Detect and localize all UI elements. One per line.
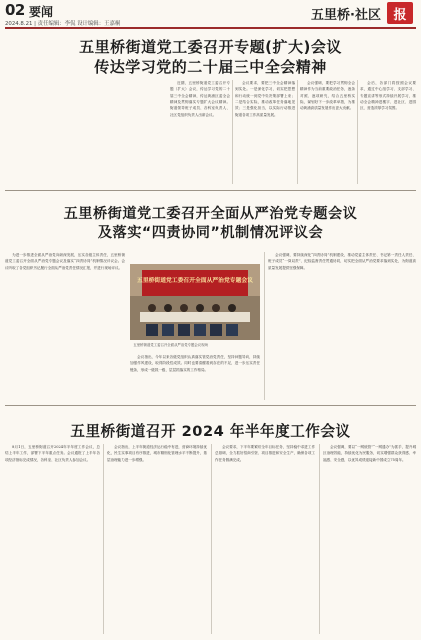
photo-banner-text: 五里桥街道党工委召开全面从严治党专题会议 bbox=[137, 278, 253, 284]
article3-column-2: 会议指出，上半年街道经济运行稳中有进，营商环境持续优化，民生实事项目有序推进，城市精细化管理水平不断提升，基层治理能力进一步增强。 bbox=[107, 445, 207, 462]
masthead bbox=[0, 0, 421, 30]
article3-column-1: 8月1日，五里桥街道召开2024年半年度工作会议，总结上半年工作，部署下半年重点任务。会议通报了上半年各项经济指标完成情况，各科室、社区负责人参加会议。 bbox=[5, 445, 100, 462]
article1-headline-line1: 五里桥街道党工委召开专题(扩大)会议 bbox=[79, 38, 342, 56]
article2-headline-line2: 及落实“四责协同”机制情况评议会 bbox=[97, 225, 324, 241]
publication-brand: 五里桥·社区 bbox=[311, 8, 381, 23]
article3-column-3: 会议要求，下半年要紧盯全年目标任务，坚持稳中求进工作总基调，全力抓好招商引资、项目推进和安全生产，确保各项工作任务圆满完成。 bbox=[215, 445, 315, 462]
article2-column-3: 会议强调，要持续深化“四责协同”机制建设，推动党委主体责任、书记第一责任人责任、班子成员“一岗双责”、纪检监督责任贯通协同，切实把全面从严治党要求落到实处，为街道高质量发展提供坚强保障。 bbox=[268, 253, 416, 270]
column-divider bbox=[319, 444, 320, 634]
column-divider bbox=[211, 444, 212, 634]
column-divider bbox=[297, 80, 298, 184]
article2-headline-line1: 五里桥街道党工委召开全面从严治党专题会议 bbox=[63, 206, 358, 222]
column-divider bbox=[103, 444, 104, 634]
page-number: 02 bbox=[5, 1, 25, 19]
section-name: 要闻 bbox=[29, 5, 54, 19]
photo-caption: 五里桥街道党工委召开全面从严治党专题会议现场 bbox=[133, 343, 208, 347]
meeting-photo bbox=[130, 264, 260, 340]
article1-column-4: 会后，各部门将按照会议要求，通过中心组学习、支部学习、专题宣讲等形式持续开展学习，推动全会精神进楼宇、进社区、进园区，营造浓厚学习氛围。 bbox=[360, 81, 416, 111]
column-divider bbox=[232, 80, 233, 184]
section-divider bbox=[5, 405, 416, 406]
column-divider bbox=[357, 80, 358, 184]
article3-headline: 五里桥街道召开 2024 年半年度工作会议 bbox=[70, 423, 351, 440]
article3-column-4: 会议强调，要以“一网统管”“一网通办”为抓手，提升城区治理效能，持续优化为民服务，切实增强群众获得感、幸福感、安全感，以优异成绩迎接新中国成立75周年。 bbox=[323, 445, 416, 462]
article1-column-2: 会议要求，要把三中全会精神落到实处。一是深化学习，切实把思想和行动统一到党中央决策部署上来；二是结合实际，推动改革任务落地见效；三是强化担当，以实际行动推进街道各项工作高质量发展。 bbox=[235, 81, 295, 117]
publication-logo: 报 bbox=[387, 2, 413, 24]
date-line: 2024.8.21 | 责任编辑：李侃 设计编辑：王嘉桐 bbox=[5, 21, 121, 27]
column-divider bbox=[264, 252, 265, 400]
masthead-rule bbox=[5, 27, 416, 29]
article1-column-3: 会议强调，要把学习贯彻全会精神作为当前重要政治任务，逐条对照、逐项研究，结合五里桥实际，谋划好下一步改革举措，为推动黄浦高质量发展作出更大贡献。 bbox=[300, 81, 355, 111]
article1-column-1: 近期，五里桥街道党工委召开专题（扩大）会议，传达学习党的二十届三中全会精神，传达黄浦区委全会精神及贯彻落实专题扩大会议精神。街道领导班子成员、各科室负责人、社区党组织负责人出席会议。 bbox=[170, 81, 230, 117]
article2-column-1: 为进一步推进全面从严治党向纵深发展，压实各级主体责任，五里桥街道党工委召开全面从严治党专题会议及落实“四责协同”机制情况评议会。会议听取了各党组织书记履行全面从严治党责任情况汇报，并进行现场评议。 bbox=[5, 253, 125, 270]
article1-headline-line2: 传达学习党的二十届三中全会精神 bbox=[94, 58, 327, 76]
section-divider bbox=[5, 190, 416, 191]
article2-column-2: 会议指出，今年以来各级党组织认真落实管党治党责任，坚持问题导向，持续加强作风建设，取得阶段性成效。同时也要清醒看到存在的不足，进一步压实责任链条，形成一级抓一级、层层抓落实的工作格局。 bbox=[130, 355, 260, 372]
